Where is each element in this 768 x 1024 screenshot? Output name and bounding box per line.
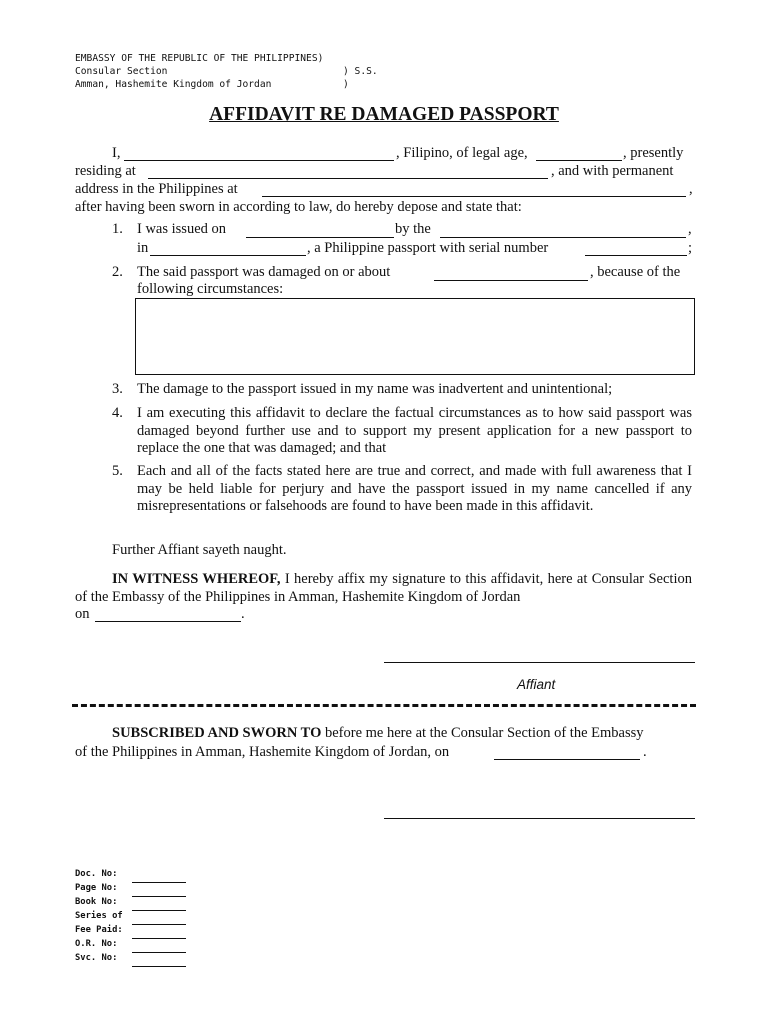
- item-2-text-c: following circumstances:: [137, 281, 284, 297]
- header-line-1: EMBASSY OF THE REPUBLIC OF THE PHILIPPINES): [75, 53, 324, 64]
- notary-series-field[interactable]: [132, 924, 186, 925]
- header-line-3: Amman, Hashemite Kingdom of Jordan: [75, 79, 272, 90]
- witness-period: .: [241, 606, 245, 622]
- item-1-in: in: [137, 240, 149, 256]
- intro-presently: , presently: [623, 145, 684, 161]
- officer-signature-line[interactable]: [384, 818, 695, 819]
- notary-doc-label: Doc. No:: [75, 869, 118, 879]
- item-4-number: 4.: [112, 405, 123, 421]
- item-4-text: I am executing this affidavit to declare the factual circumstances as to how said passport was damaged beyond further use and to support my present application for a new passport to replace the one that was damaged; and that: [137, 405, 692, 456]
- intro-filipino: , Filipino, of legal age,: [396, 145, 528, 161]
- notary-page-label: Page No:: [75, 883, 118, 893]
- intro-sworn: after having been sworn in according to law, do hereby depose and state that:: [75, 199, 522, 215]
- notary-fee-label: Fee Paid:: [75, 925, 123, 935]
- notary-svc-label: Svc. No:: [75, 953, 118, 963]
- sworn-date-field[interactable]: [494, 759, 640, 760]
- item-1-text-a: I was issued on: [137, 221, 227, 237]
- notary-or-field[interactable]: [132, 952, 186, 953]
- subscribed-text: before me here at the Consular Section of the Embassy: [321, 725, 644, 741]
- name-field[interactable]: [124, 160, 394, 161]
- notary-page-field[interactable]: [132, 896, 186, 897]
- document-title: AFFIDAVIT RE DAMAGED PASSPORT: [209, 104, 559, 125]
- intro-residing: residing at: [75, 163, 136, 179]
- item-1-semicolon: ;: [688, 240, 693, 256]
- notary-fee-field[interactable]: [132, 938, 186, 939]
- notary-series-label: Series of: [75, 911, 123, 921]
- notary-book-field[interactable]: [132, 910, 186, 911]
- intro-i: I,: [112, 145, 121, 161]
- intro-address: address in the Philippines at: [75, 181, 238, 197]
- item-5-text: Each and all of the facts stated here are true and correct, and made with full awareness that I may be held liable for perjury and have the passport issued in my name cancelled if any misrepresentations or falsehoods are found to have been made in this affidavit.: [137, 463, 692, 514]
- damage-date-field[interactable]: [434, 280, 588, 281]
- permanent-address-field[interactable]: [262, 196, 686, 197]
- header-line-2: Consular Section: [75, 66, 168, 77]
- subscribed-line-2: of the Philippines in Amman, Hashemite Kingdom of Jordan, on: [75, 744, 450, 760]
- item-2-text-b: , because of the: [590, 264, 681, 280]
- witness-date-field[interactable]: [95, 621, 241, 622]
- intro-comma: ,: [689, 181, 693, 197]
- header-paren: ): [343, 79, 349, 90]
- affiant-label: Affiant: [517, 677, 556, 692]
- notary-doc-field[interactable]: [132, 882, 186, 883]
- witness-on: on: [75, 606, 90, 622]
- subscribed-period: .: [643, 744, 647, 760]
- notary-svc-field[interactable]: [132, 966, 186, 967]
- item-2-text-a: The said passport was damaged on or about: [137, 264, 391, 280]
- notary-book-label: Book No:: [75, 897, 118, 907]
- issue-date-field[interactable]: [246, 237, 394, 238]
- witness-bold: IN WITNESS WHEREOF,: [112, 571, 281, 587]
- item-5-number: 5.: [112, 463, 123, 479]
- separator-dashed: [72, 704, 696, 707]
- residence-field[interactable]: [148, 178, 548, 179]
- further-affiant: Further Affiant sayeth naught.: [112, 542, 287, 558]
- affiant-signature-line[interactable]: [384, 662, 695, 663]
- item-3-text: The damage to the passport issued in my name was inadvertent and unintentional;: [137, 381, 613, 397]
- notary-or-label: O.R. No:: [75, 939, 118, 949]
- serial-number-field[interactable]: [585, 255, 687, 256]
- item-2-number: 2.: [112, 264, 123, 280]
- header-ss: ) S.S.: [343, 66, 378, 77]
- item-1-number: 1.: [112, 221, 123, 237]
- witness-paragraph: [75, 571, 692, 606]
- item-1-comma: ,: [688, 221, 692, 237]
- item-1-serial: , a Philippine passport with serial number: [307, 240, 549, 256]
- issue-place-field[interactable]: [150, 255, 306, 256]
- witness-text: I hereby affix my signature to this affidavit, here at Consular Section of the Embassy of the Philippines in Amman, Hashemite Kingdom of Jordan: [75, 571, 692, 605]
- item-3-number: 3.: [112, 381, 123, 397]
- circumstances-box[interactable]: [135, 298, 695, 375]
- subscribed-bold: SUBSCRIBED AND SWORN TO: [112, 725, 322, 741]
- age-field[interactable]: [536, 160, 622, 161]
- intro-permanent: , and with permanent: [551, 163, 674, 179]
- item-1-text-b: by the: [395, 221, 431, 237]
- subscribed-line-1: [112, 725, 644, 742]
- issuing-authority-field[interactable]: [440, 237, 686, 238]
